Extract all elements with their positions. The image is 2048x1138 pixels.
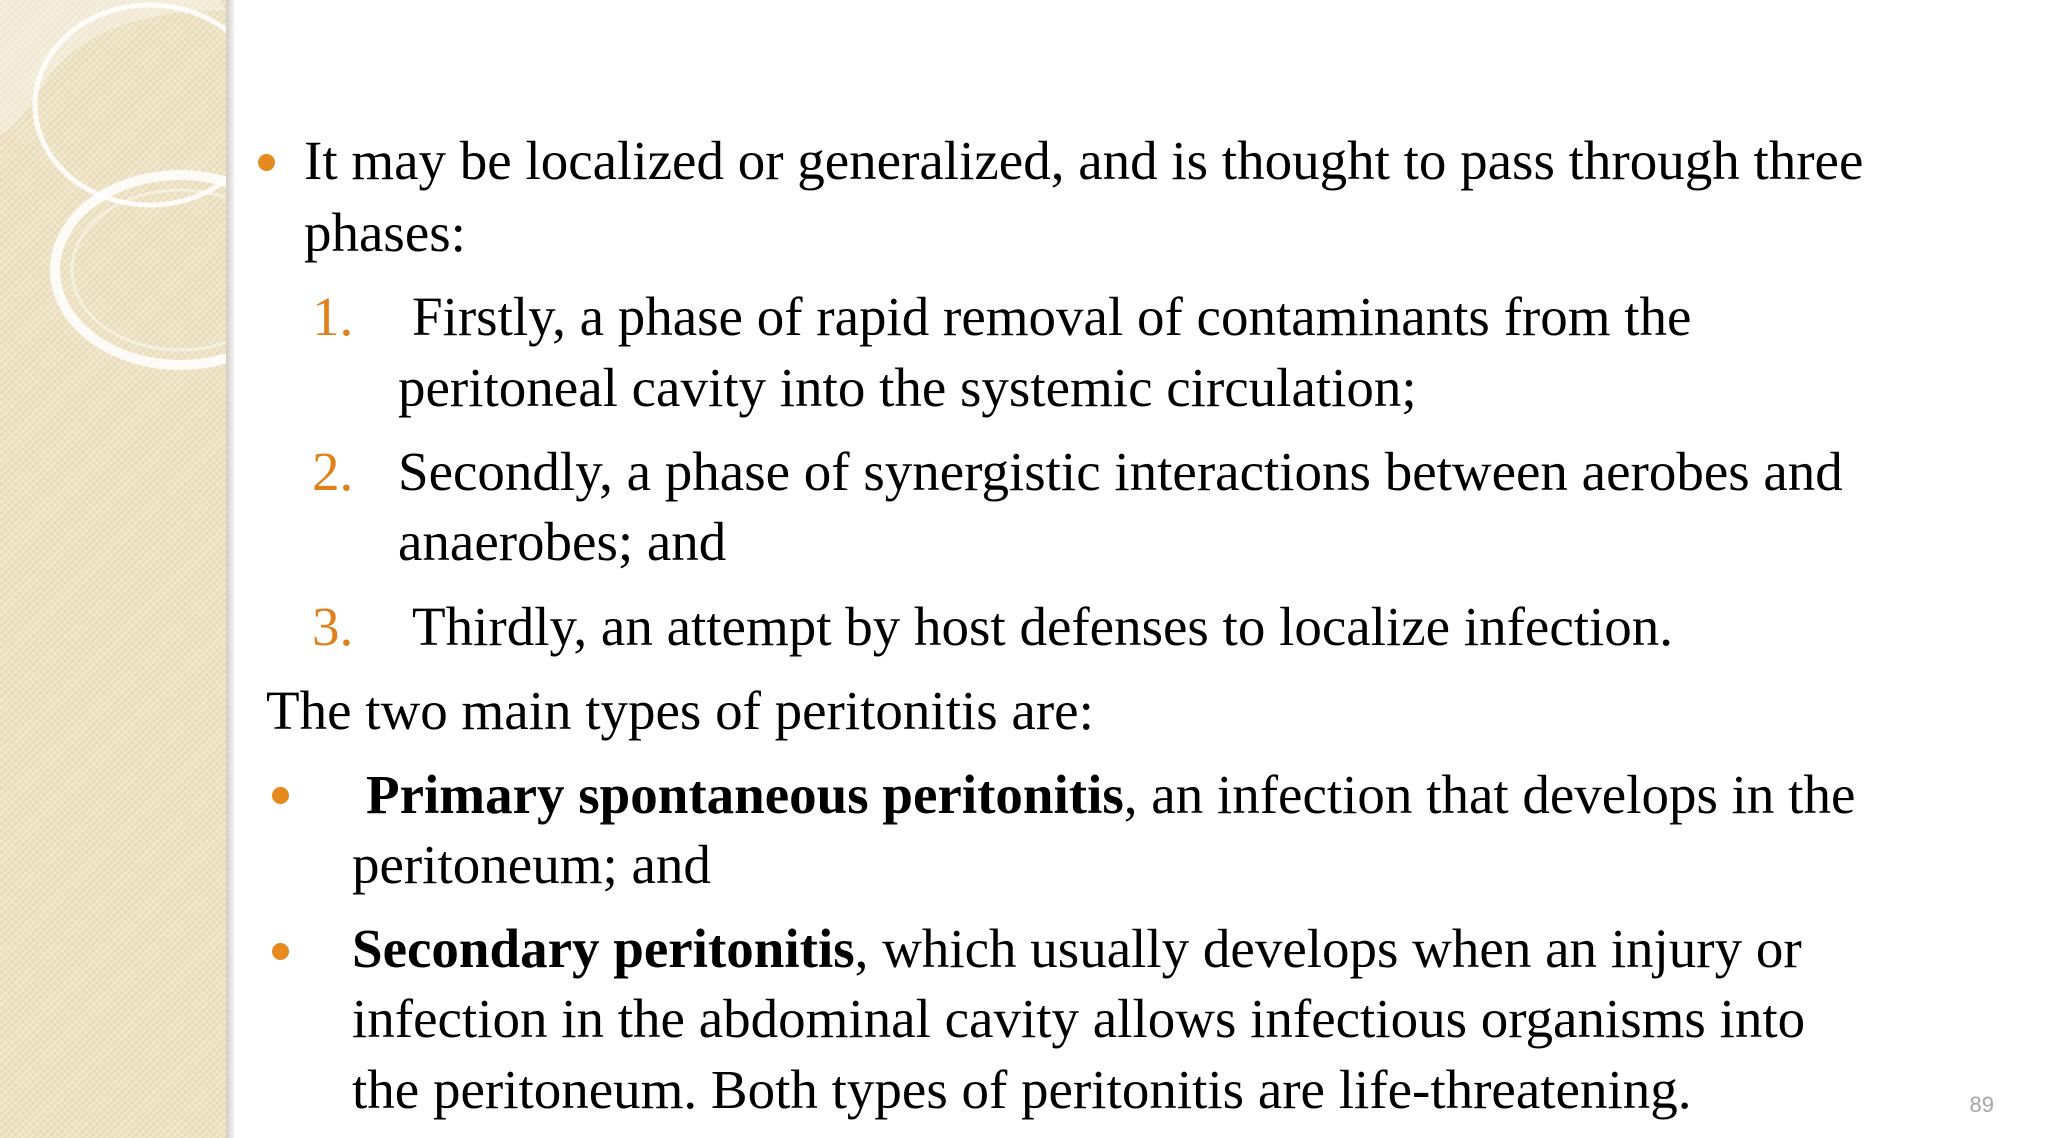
bullet-icon: [272, 787, 289, 804]
type-1-line-2: peritoneum; and: [352, 834, 711, 895]
bullet-icon: [272, 943, 289, 960]
type-2-description: , which usually develops when an injury or: [854, 918, 1802, 979]
page-number: 89: [1969, 1092, 1994, 1117]
phase-1-line-1: Firstly, a phase of rapid removal of contaminants from the: [412, 286, 1692, 347]
type-2-term: Secondary peritonitis: [352, 918, 855, 979]
type-2-line-1: [352, 914, 1802, 984]
decorative-rings-icon: [0, 0, 226, 400]
phase-3-line-1: Thirdly, an attempt by host defenses to localize infection.: [412, 596, 1674, 657]
phase-number-3: 3.: [312, 596, 354, 657]
types-heading: The two main types of peritonitis are:: [266, 680, 1094, 741]
bullet-icon: [258, 154, 275, 171]
phase-number-2: 2.: [312, 441, 354, 502]
type-2-line-2: infection in the abdominal cavity allows infectious organisms into: [352, 988, 1806, 1049]
decorative-sidebar: [0, 0, 226, 1138]
phase-2-line-1: Secondly, a phase of synergistic interactions between aerobes and: [398, 441, 1843, 502]
intro-line-1: It may be localized or generalized, and is thought to pass through three: [304, 130, 1864, 191]
type-2-line-3: the peritoneum. Both types of peritonitis are life-threatening.: [352, 1059, 1692, 1120]
sidebar-shadow: [226, 0, 236, 1138]
slide-content: [236, 0, 2048, 1138]
type-1-description: , an infection that develops in the: [1123, 764, 1856, 825]
phase-1-line-2: peritoneal cavity into the systemic circulation;: [398, 357, 1417, 418]
phase-2-line-2: anaerobes; and: [398, 511, 727, 572]
type-1-line-1: [366, 760, 1855, 830]
intro-line-2: phases:: [304, 202, 466, 263]
phase-number-1: 1.: [312, 286, 354, 347]
type-1-term: Primary spontaneous peritonitis: [366, 764, 1124, 825]
